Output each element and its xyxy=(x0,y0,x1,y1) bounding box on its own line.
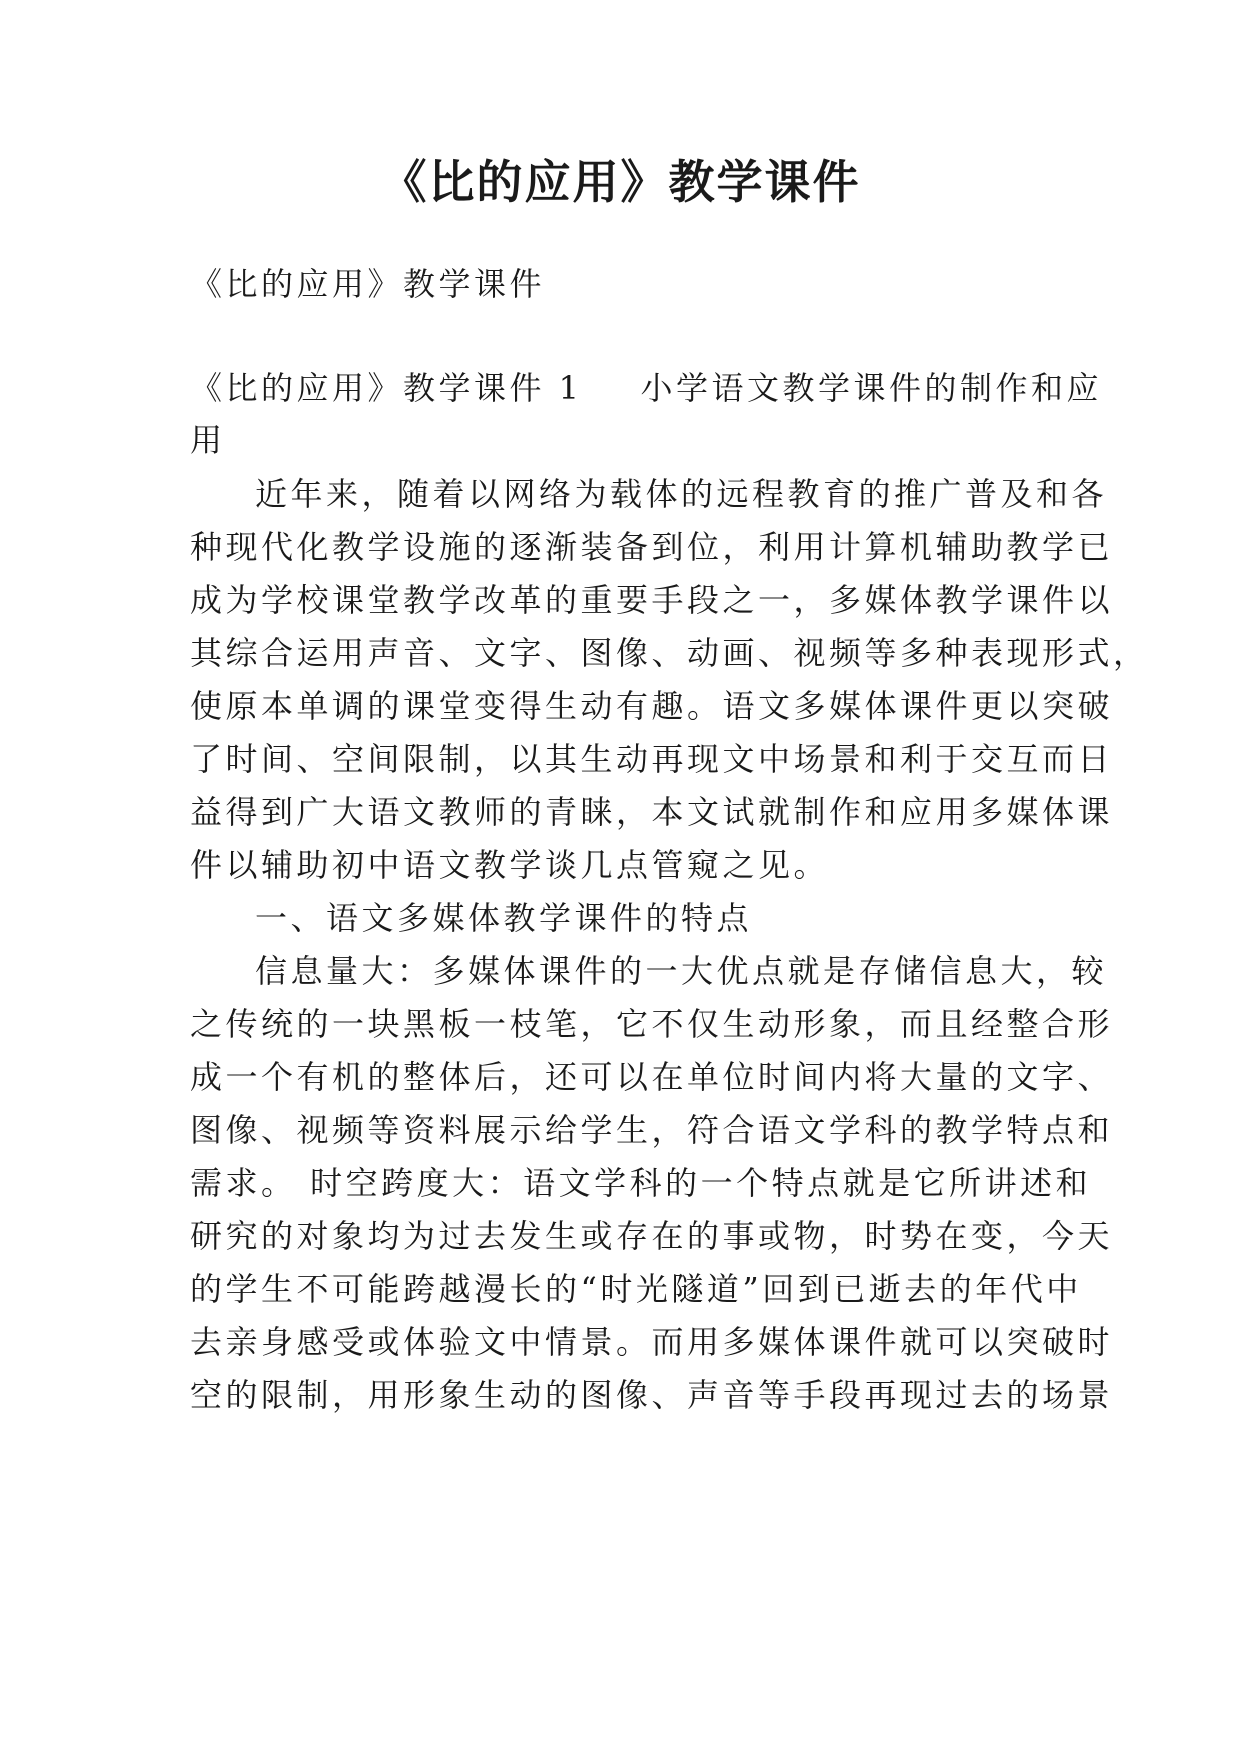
paragraph-line: 成一个有机的整体后，还可以在单位时间内将大量的文字、 xyxy=(190,1058,1114,1096)
paragraph-line: 的学生不可能跨越漫长的“时光隧道”回到已逝去的年代中 xyxy=(190,1270,1082,1308)
paragraph-line: 了时间、空间限制，以其生动再现文中场景和利于交互而日 xyxy=(190,740,1114,778)
paragraph-line: 去亲身感受或体验文中情景。而用多媒体课件就可以突破时 xyxy=(190,1323,1114,1361)
section-heading-part-b: 小学语文教学课件的制作和应 xyxy=(640,369,1103,407)
section-heading-part-a: 《比的应用》教学课件 1 xyxy=(190,369,583,407)
paragraph-line: 益得到广大语文教师的青睐，本文试就制作和应用多媒体课 xyxy=(190,793,1114,831)
paragraph-line: 信息量大：多媒体课件的一大优点就是存储信息大，较 xyxy=(255,952,1108,990)
paragraph-line: 成为学校课堂教学改革的重要手段之一，多媒体教学课件以 xyxy=(190,581,1114,619)
document-title: 《比的应用》教学课件 xyxy=(380,155,861,209)
paragraph-line: 其综合运用声音、文字、图像、动画、视频等多种表现形式， xyxy=(190,634,1149,672)
paragraph-line: 近年来，随着以网络为载体的远程教育的推广普及和各 xyxy=(255,475,1108,513)
paragraph-line: 件以辅助初中语文教学谈几点管窥之见。 xyxy=(190,846,830,884)
paragraph-line: 空的限制，用形象生动的图像、声音等手段再现过去的场景 xyxy=(190,1376,1114,1414)
paragraph-line: 使原本单调的课堂变得生动有趣。语文多媒体课件更以突破 xyxy=(190,687,1114,725)
section-heading xyxy=(190,366,1102,410)
section-heading-continuation: 用 xyxy=(190,421,226,459)
paragraph-line: 之传统的一块黑板一枝笔，它不仅生动形象，而且经整合形 xyxy=(190,1005,1114,1043)
section-subheading: 一、语文多媒体教学课件的特点 xyxy=(255,899,753,937)
paragraph-line: 研究的对象均为过去发生或存在的事或物，时势在变，今天 xyxy=(190,1217,1114,1255)
paragraph-line: 图像、视频等资料展示给学生，符合语文学科的教学特点和 xyxy=(190,1111,1114,1149)
paragraph-line: 种现代化教学设施的逐渐装备到位，利用计算机辅助教学已 xyxy=(190,528,1114,566)
paragraph-line: 需求。 时空跨度大：语文学科的一个特点就是它所讲述和 xyxy=(190,1164,1092,1202)
document-subtitle: 《比的应用》教学课件 xyxy=(190,265,546,303)
